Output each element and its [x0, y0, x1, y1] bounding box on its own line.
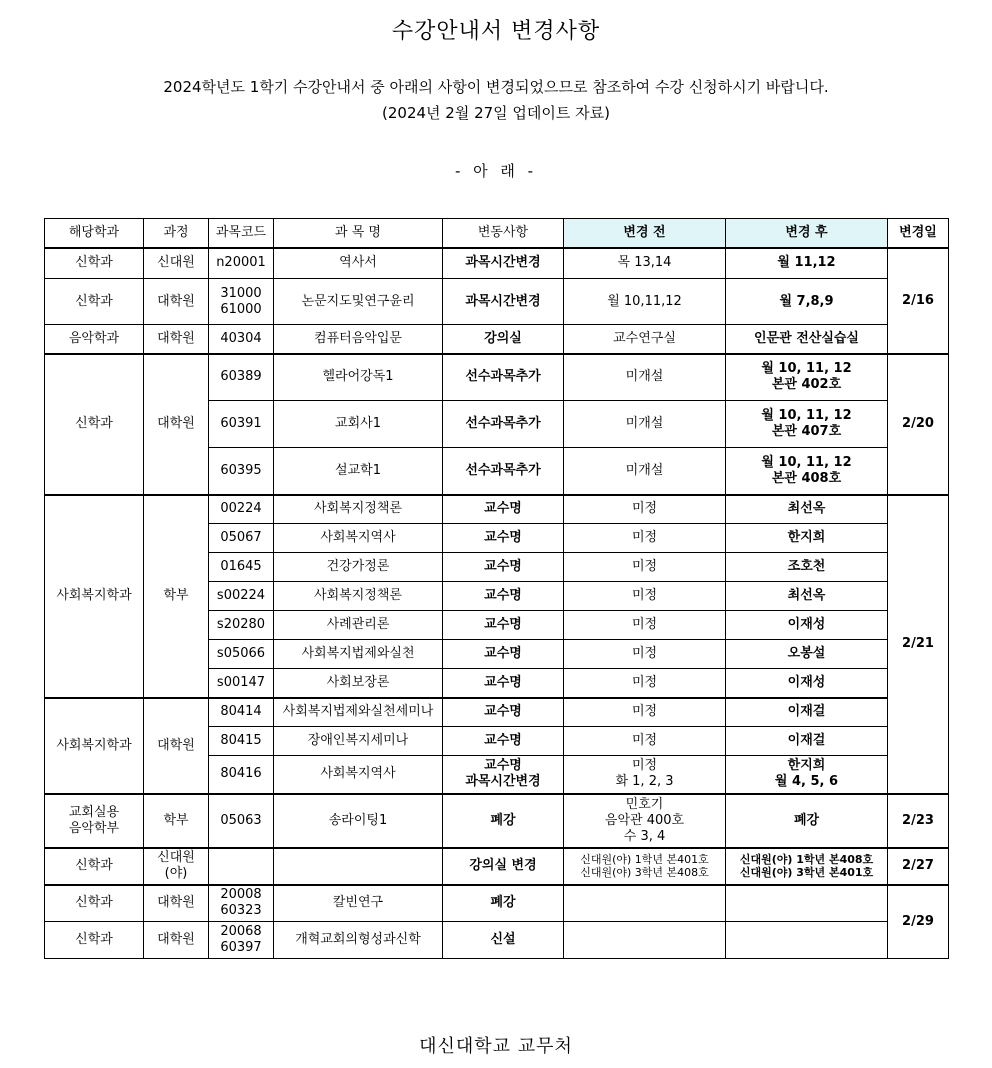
cell-date: 2/20: [888, 354, 949, 495]
cell-date: 2/16: [888, 248, 949, 354]
cell-course: 학부: [144, 495, 209, 698]
cell-after: 월 10, 11, 12 본관 407호: [726, 401, 888, 448]
intro-line-2: (2024년 2월 27일 업데이트 자료): [382, 104, 610, 122]
header-after: 변경 후: [726, 219, 888, 248]
cell-code: n20001: [209, 248, 274, 279]
header-date: 변경일: [888, 219, 949, 248]
cell-before: [564, 885, 726, 922]
table-row: [45, 279, 949, 325]
cell-code: 60391: [209, 401, 274, 448]
cell-after: 신대원(야) 1학년 본408호 신대원(야) 3학년 본401호: [726, 848, 888, 885]
cell-name: 사회보장론: [274, 669, 443, 698]
cell-name: 사회복지정책론: [274, 582, 443, 611]
cell-before: 미정: [564, 727, 726, 756]
cell-change: 선수과목추가: [443, 448, 564, 495]
cell-before: 미개설: [564, 354, 726, 401]
cell-code: 05067: [209, 524, 274, 553]
cell-before: 목 13,14: [564, 248, 726, 279]
header-change: 변동사항: [443, 219, 564, 248]
cell-dept: 교회실용 음악학부: [45, 794, 144, 848]
footer-issuer: 대신대학교 교무처: [419, 1036, 573, 1057]
cell-dept: 신학과: [45, 848, 144, 885]
cell-name: 사회복지역사: [274, 756, 443, 794]
cell-dept: 신학과: [45, 922, 144, 959]
cell-before: 미정: [564, 582, 726, 611]
cell-change: 교수명: [443, 553, 564, 582]
cell-change: 교수명: [443, 524, 564, 553]
cell-date: 2/29: [888, 885, 949, 959]
cell-name: 사회복지법제와실천세미나: [274, 698, 443, 727]
intro: [0, 74, 992, 126]
cell-after: 폐강: [726, 794, 888, 848]
cell-code: 00224: [209, 495, 274, 524]
arae-label: - 아 래 -: [454, 162, 538, 180]
cell-code: 05063: [209, 794, 274, 848]
cell-before: 미정 화 1, 2, 3: [564, 756, 726, 794]
cell-code: s00224: [209, 582, 274, 611]
table-row: [45, 495, 949, 524]
cell-change: 선수과목추가: [443, 354, 564, 401]
cell-change: 과목시간변경: [443, 248, 564, 279]
table-row: [45, 325, 949, 354]
cell-after: 월 11,12: [726, 248, 888, 279]
cell-name: 사회복지정책론: [274, 495, 443, 524]
cell-after: 최선옥: [726, 582, 888, 611]
cell-name: 교회사1: [274, 401, 443, 448]
cell-before: 미정: [564, 640, 726, 669]
cell-dept: 신학과: [45, 248, 144, 279]
cell-change: 과목시간변경: [443, 279, 564, 325]
cell-before: 미정: [564, 495, 726, 524]
cell-course: 대학원: [144, 698, 209, 794]
cell-before: 미정: [564, 524, 726, 553]
cell-after: 최선옥: [726, 495, 888, 524]
header-before: 변경 전: [564, 219, 726, 248]
cell-before: 미정: [564, 669, 726, 698]
cell-course: 신대원 (야): [144, 848, 209, 885]
cell-name: 사회복지역사: [274, 524, 443, 553]
cell-date: 2/27: [888, 848, 949, 885]
cell-after: 월 10, 11, 12 본관 408호: [726, 448, 888, 495]
cell-change: 신설: [443, 922, 564, 959]
header-dept: 해당학과: [45, 219, 144, 248]
table-row: [45, 922, 949, 959]
table-row: [45, 354, 949, 401]
cell-dept: 사회복지학과: [45, 698, 144, 794]
cell-before: 교수연구실: [564, 325, 726, 354]
cell-before: 민호기 음악관 400호 수 3, 4: [564, 794, 726, 848]
cell-after: 월 10, 11, 12 본관 402호: [726, 354, 888, 401]
cell-after: 조호천: [726, 553, 888, 582]
cell-course: 대학원: [144, 279, 209, 325]
cell-dept: 사회복지학과: [45, 495, 144, 698]
cell-course: 신대원: [144, 248, 209, 279]
cell-code: 80416: [209, 756, 274, 794]
cell-before: 신대원(야) 1학년 본401호 신대원(야) 3학년 본408호: [564, 848, 726, 885]
cell-before: 미개설: [564, 401, 726, 448]
page-title: 수강안내서 변경사항: [391, 19, 601, 44]
cell-change: 폐강: [443, 885, 564, 922]
cell-after: [726, 922, 888, 959]
cell-dept: 신학과: [45, 279, 144, 325]
cell-course: 대학원: [144, 325, 209, 354]
cell-after: 한지희 월 4, 5, 6: [726, 756, 888, 794]
header-course: 과정: [144, 219, 209, 248]
cell-code: 20008 60323: [209, 885, 274, 922]
cell-code: s20280: [209, 611, 274, 640]
cell-code: s00147: [209, 669, 274, 698]
cell-name: 칼빈연구: [274, 885, 443, 922]
cell-dept: 신학과: [45, 885, 144, 922]
cell-after: [726, 885, 888, 922]
cell-after: 이재성: [726, 669, 888, 698]
cell-dept: 음악학과: [45, 325, 144, 354]
cell-name: 헬라어강독1: [274, 354, 443, 401]
cell-course: 학부: [144, 794, 209, 848]
cell-change: 폐강: [443, 794, 564, 848]
cell-course: 대학원: [144, 922, 209, 959]
cell-change: 강의실 변경: [443, 848, 564, 885]
changes-table: [44, 218, 949, 959]
cell-before: [564, 922, 726, 959]
cell-before: 미개설: [564, 448, 726, 495]
cell-name: 컴퓨터음악입문: [274, 325, 443, 354]
cell-change: 교수명: [443, 582, 564, 611]
cell-after: 오봉설: [726, 640, 888, 669]
cell-name: 송라이팅1: [274, 794, 443, 848]
cell-name: 논문지도및연구윤리: [274, 279, 443, 325]
intro-line-1: 2024학년도 1학기 수강안내서 중 아래의 사항이 변경되었으므로 참조하여 수강 신청하시기 바랍니다.: [163, 78, 829, 96]
table-row: [45, 248, 949, 279]
cell-code: 20068 60397: [209, 922, 274, 959]
table-row: [45, 885, 949, 922]
cell-name: 사례관리론: [274, 611, 443, 640]
cell-change: 강의실: [443, 325, 564, 354]
cell-change: 교수명: [443, 727, 564, 756]
cell-code: [209, 848, 274, 885]
cell-dept: 신학과: [45, 354, 144, 495]
cell-after: 월 7,8,9: [726, 279, 888, 325]
cell-after: 이재걸: [726, 727, 888, 756]
cell-name: 역사서: [274, 248, 443, 279]
cell-name: 개혁교회의형성과신학: [274, 922, 443, 959]
cell-change: 교수명: [443, 611, 564, 640]
cell-name: [274, 848, 443, 885]
cell-code: 31000 61000: [209, 279, 274, 325]
cell-change: 교수명 과목시간변경: [443, 756, 564, 794]
cell-code: 80414: [209, 698, 274, 727]
cell-name: 장애인복지세미나: [274, 727, 443, 756]
cell-date: 2/21: [888, 495, 949, 794]
cell-name: 설교학1: [274, 448, 443, 495]
cell-change: 선수과목추가: [443, 401, 564, 448]
cell-change: 교수명: [443, 698, 564, 727]
cell-before: 월 10,11,12: [564, 279, 726, 325]
cell-code: 60395: [209, 448, 274, 495]
cell-name: 사회복지법제와실천: [274, 640, 443, 669]
header-name: 과 목 명: [274, 219, 443, 248]
cell-before: 미정: [564, 553, 726, 582]
cell-before: 미정: [564, 698, 726, 727]
cell-code: 01645: [209, 553, 274, 582]
cell-after: 이재걸: [726, 698, 888, 727]
header-code: 과목코드: [209, 219, 274, 248]
cell-name: 건강가정론: [274, 553, 443, 582]
cell-code: 40304: [209, 325, 274, 354]
cell-change: 교수명: [443, 669, 564, 698]
cell-course: 대학원: [144, 354, 209, 495]
cell-date: 2/23: [888, 794, 949, 848]
cell-code: 60389: [209, 354, 274, 401]
cell-after: 이재성: [726, 611, 888, 640]
cell-change: 교수명: [443, 640, 564, 669]
table-row: [45, 848, 949, 885]
cell-before: 미정: [564, 611, 726, 640]
table-row: [45, 698, 949, 727]
header-row: [45, 219, 949, 248]
cell-code: s05066: [209, 640, 274, 669]
cell-course: 대학원: [144, 885, 209, 922]
cell-change: 교수명: [443, 495, 564, 524]
cell-after: 한지희: [726, 524, 888, 553]
cell-code: 80415: [209, 727, 274, 756]
cell-after: 인문관 전산실습실: [726, 325, 888, 354]
table-row: [45, 794, 949, 848]
